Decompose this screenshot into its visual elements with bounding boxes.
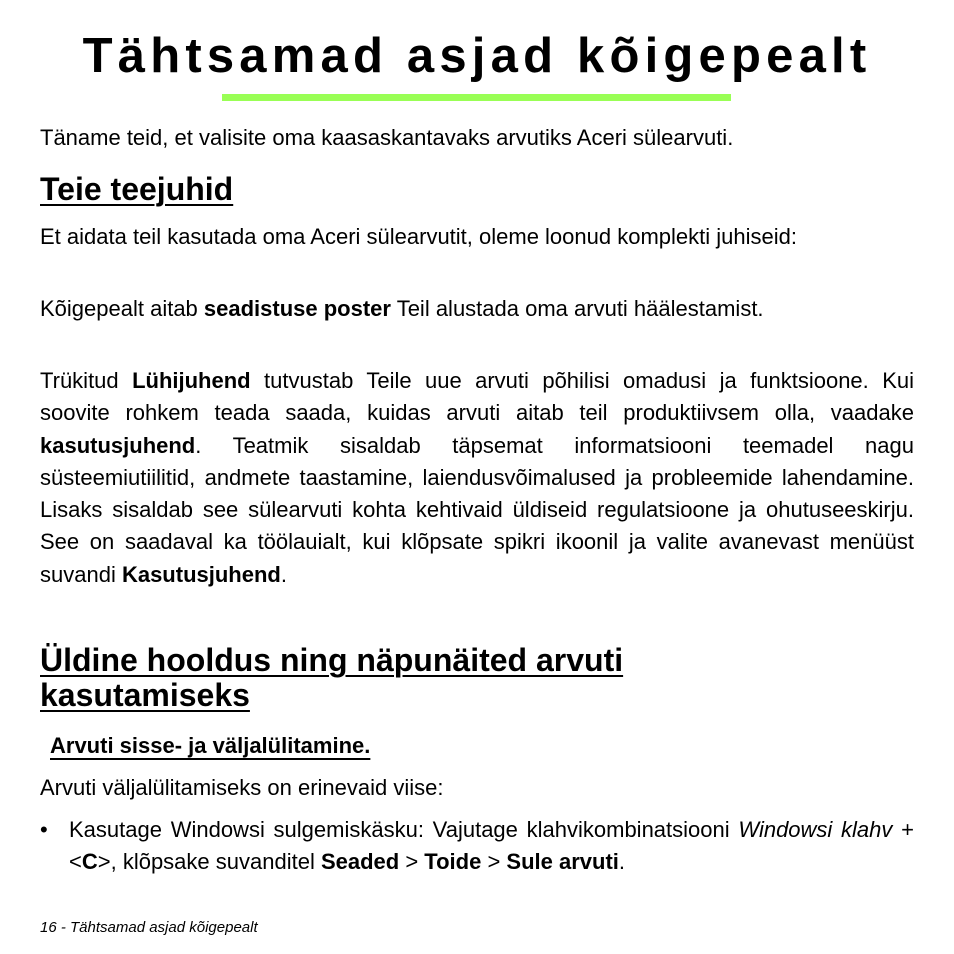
text-run: Kõigepealt aitab	[40, 296, 204, 321]
quick-guide-term: Lühijuhend	[132, 368, 251, 393]
sub-heading-power	[50, 731, 370, 761]
text-run: >	[481, 848, 507, 874]
shutdown-intro-paragraph: Arvuti väljalülitamiseks on erinevaid viise:	[40, 775, 444, 800]
text-run: >, klõpsake suvanditel	[97, 848, 321, 874]
list-item-text	[69, 814, 914, 877]
text-run: tutvustab Teile uue arvuti põhilisi omadusi ja funktsioone. Kui soovite rohkem teada saada, kuidas arvuti aitab teil produktiivsem olla, vaadake	[40, 368, 914, 426]
page-title: Tähtsamad asjad kõigepealt	[82, 29, 872, 83]
power-term: Toide	[424, 848, 482, 874]
guides-paragraph-1: Et aidata teil kasutada oma Aceri sülearvutit, oleme loonud komplekti juhiseid:	[40, 224, 797, 249]
text-run: Trükitud	[40, 368, 133, 393]
shut-down-term: Sule arvuti	[506, 848, 619, 874]
c-key-term: C	[81, 848, 98, 874]
section-heading-guides-text: Teie teejuhid	[40, 171, 234, 207]
text-run: . Teatmik sisaldab täpsemat informatsiooni teemadel nagu süsteemiutiilitid, andmete taastamine, laiendusvõimalused ja probleemide lahendamine. Lisaks sisaldab see sülearvuti kohta kehtivaid üldiseid regulatsioone ja ohutuseeskirju. See on saadaval ka töölauialt, kui klõpsate spikri ikoonil ja valite avanevast menüüst suvandi	[40, 432, 914, 587]
text-run: .	[618, 848, 626, 874]
section-heading-care	[40, 643, 740, 713]
user-manual-menu-term: Kasutusjuhend	[121, 561, 281, 587]
text-run: >	[399, 848, 425, 874]
windows-key-term: Windowsi klahv	[738, 817, 893, 842]
text-run: .	[280, 561, 287, 587]
text-run: + <	[69, 817, 915, 874]
guides-paragraph-3	[40, 365, 914, 591]
text-run: Teil alustada oma arvuti häälestamist.	[390, 296, 764, 321]
settings-term: Seaded	[320, 848, 400, 874]
section-heading-care-text: Üldine hooldus ning näpunäited arvuti kasutamiseks	[40, 642, 624, 713]
text-run: Kasutage Windowsi sulgemiskäsku: Vajutage klahvikombinatsiooni	[69, 817, 739, 842]
page-footer: 16 - Tähtsamad asjad kõigepealt	[40, 919, 258, 936]
user-manual-term: kasutusjuhend	[40, 432, 196, 458]
sub-heading-power-text: Arvuti sisse- ja väljalülitamine.	[50, 733, 371, 758]
guides-paragraph-2	[40, 293, 914, 325]
intro-paragraph: Täname teid, et valisite oma kaasaskantavaks arvutiks Aceri sülearvuti.	[40, 125, 734, 150]
bullet-icon: •	[40, 817, 48, 842]
title-underline-bar	[222, 94, 731, 101]
section-heading-guides	[40, 172, 233, 207]
setup-poster-term: seadistuse poster	[203, 296, 391, 321]
